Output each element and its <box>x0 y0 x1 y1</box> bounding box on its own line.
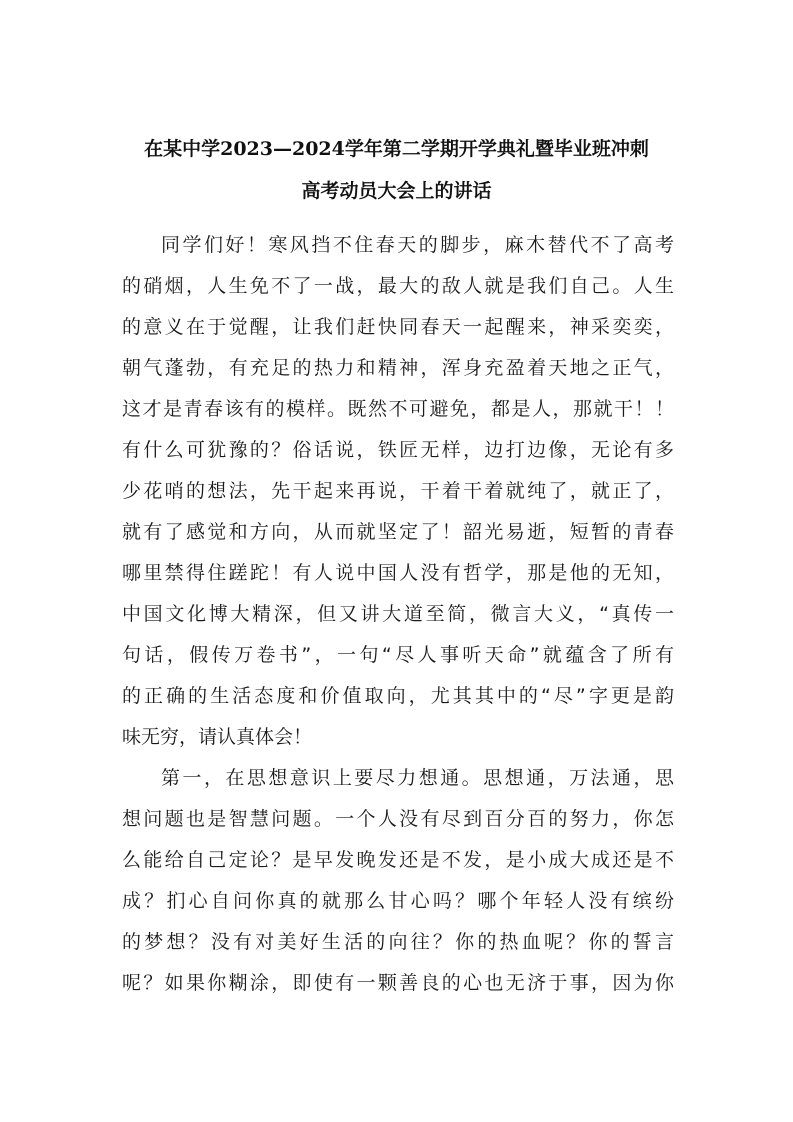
paragraph-line: 想问题也是智慧问题。一个人没有尽到百分百的努力，你怎 <box>122 808 674 830</box>
paragraph-line: 味无穷，请认真体会！ <box>122 726 313 748</box>
paragraph-line: 朝气蓬勃，有充足的热力和精神，浑身充盈着天地之正气， <box>122 357 674 379</box>
paragraph-line: 哪里禁得住蹉跎！有人说中国人没有哲学，那是他的无知， <box>122 562 674 584</box>
paragraph-line: 第一，在思想意识上要尽力想通。思想通，万法通，思 <box>161 767 674 789</box>
paragraph-line: 呢？如果你糊涂，即使有一颗善良的心也无济于事，因为你 <box>122 972 674 994</box>
paragraph-line: 中国文化博大精深，但又讲大道至简，微言大义，“真传一 <box>122 603 674 625</box>
paragraph-line: 这才是青春该有的模样。既然不可避免，都是人，那就干！！ <box>122 398 674 420</box>
paragraph-line: 少花哨的想法，先干起来再说，干着干着就纯了，就正了， <box>122 480 674 502</box>
paragraph-line: 的梦想？没有对美好生活的向往？你的热血呢？你的誓言 <box>122 931 674 953</box>
document-title-line-2: 高考动员大会上的讲话 <box>301 180 492 202</box>
paragraph-line: 有什么可犹豫的？俗话说，铁匠无样，边打边像，无论有多 <box>122 439 674 461</box>
paragraph-line: 成？扪心自问你真的就那么甘心吗？哪个年轻人没有缤纷 <box>122 890 674 912</box>
paragraph-line: 的意义在于觉醒，让我们赶快同春天一起醒来，神采奕奕， <box>122 316 674 338</box>
paragraph-line: 句话，假传万卷书”，一句“尽人事听天命”就蕴含了所有 <box>122 644 674 666</box>
paragraph-line: 么能给自己定论？是早发晚发还是不发，是小成大成还是不 <box>122 849 674 871</box>
paragraph-line: 的正确的生活态度和价值取向，尤其其中的“尽”字更是韵 <box>122 685 674 707</box>
paragraph-line: 同学们好！寒风挡不住春天的脚步，麻木替代不了高考 <box>161 234 674 256</box>
document-title-line-1: 在某中学2023—2024学年第二学期开学典礼暨毕业班冲刺 <box>144 138 649 160</box>
paragraph-line: 的硝烟，人生免不了一战，最大的敌人就是我们自己。人生 <box>122 275 674 297</box>
paragraph-line: 就有了感觉和方向，从而就坚定了！韶光易逝，短暂的青春 <box>122 521 674 543</box>
